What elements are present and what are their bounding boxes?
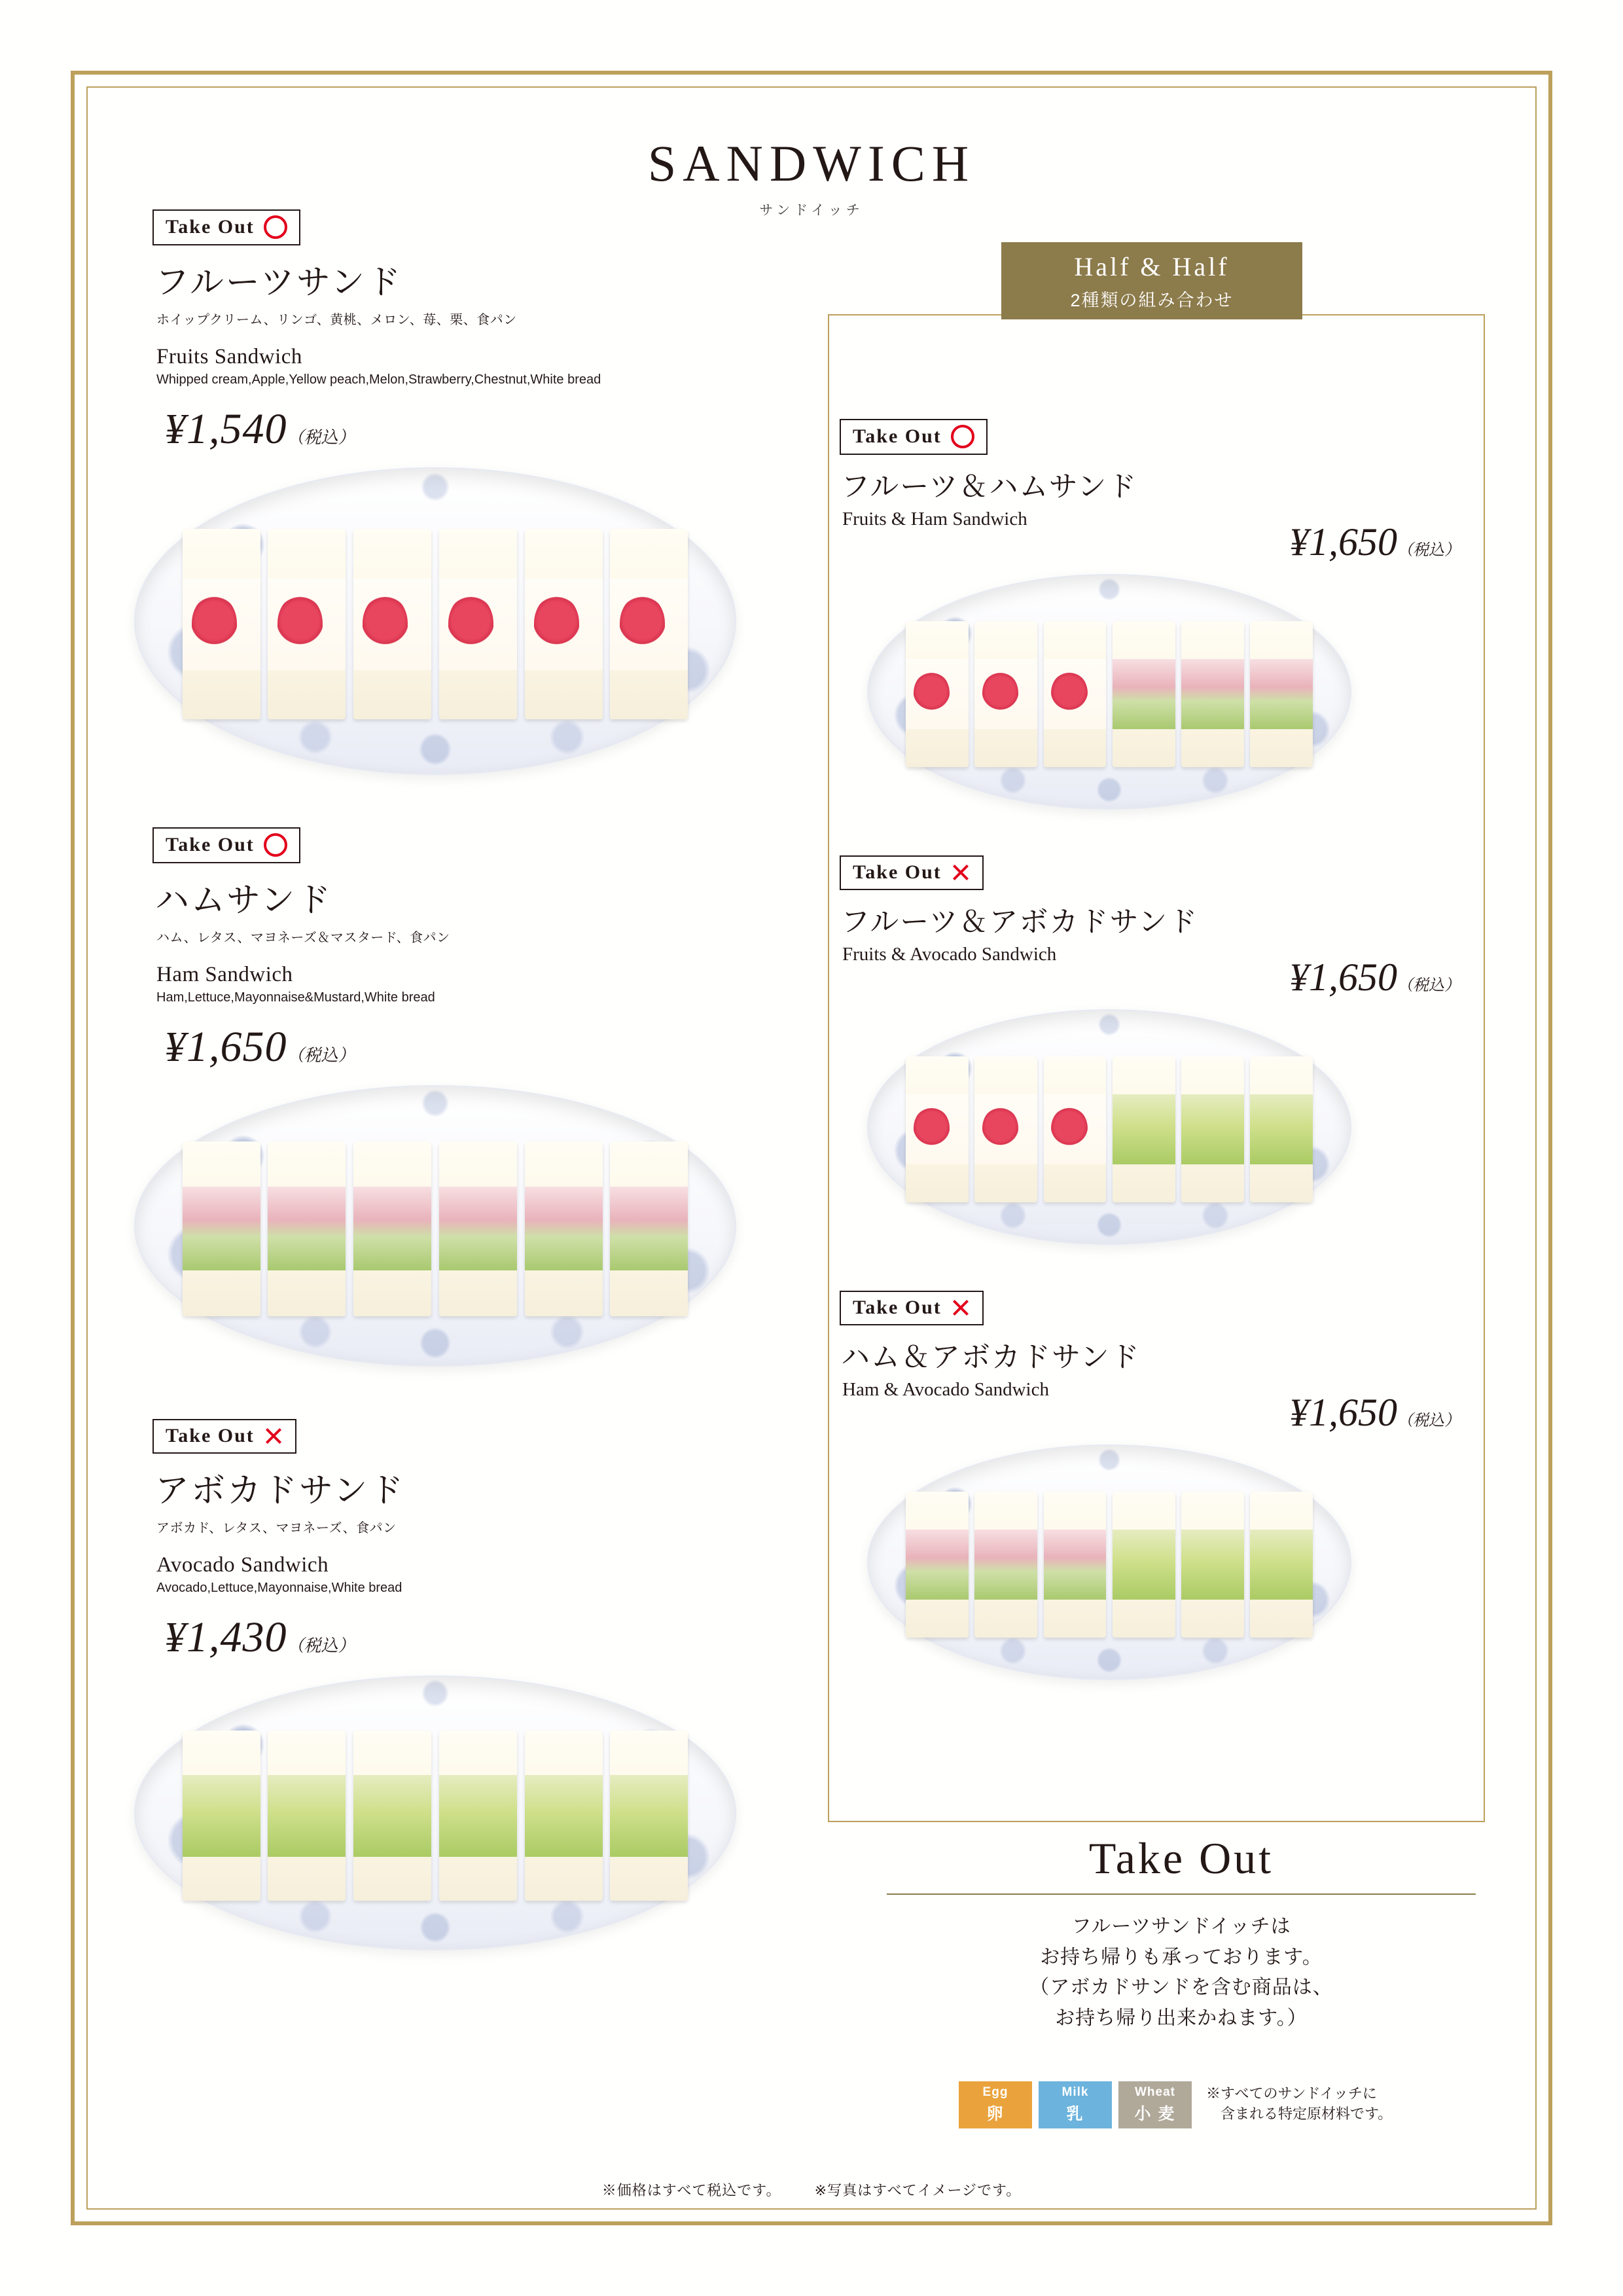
menu-item-ham-sandwich bbox=[141, 827, 818, 1367]
takeout-badge-label: Take Out bbox=[853, 425, 942, 447]
takeout-section-title: Take Out bbox=[1088, 1833, 1274, 1883]
page-title: SANDWICH bbox=[647, 135, 976, 192]
menu-item-fruits-avocado-sandwich bbox=[828, 855, 1482, 1245]
takeout-badge-label: Take Out bbox=[853, 861, 942, 883]
sandwich-slice bbox=[353, 529, 431, 719]
half-and-half-subtitle: 2種類の組み合わせ bbox=[1070, 291, 1234, 310]
item-price-tax: （税込） bbox=[287, 428, 355, 447]
cross-x-icon bbox=[951, 1298, 971, 1318]
item-ingredients-jp: ホイップクリーム、リンゴ、黄桃、メロン、苺、栗、食パン bbox=[156, 313, 517, 327]
takeout-info-section bbox=[887, 1833, 1476, 2034]
avocado-sandwich-photo bbox=[134, 1676, 736, 1950]
allergen-label-en: Egg bbox=[982, 2085, 1008, 2099]
sandwich-slice bbox=[183, 1731, 260, 1901]
sandwich-slice bbox=[268, 529, 346, 719]
allergen-wheat bbox=[1118, 2081, 1192, 2128]
sandwich-stack bbox=[906, 621, 1313, 767]
page-subtitle: サンドイッチ bbox=[759, 203, 864, 218]
sandwich-slice bbox=[1113, 1492, 1175, 1638]
item-name-en: Ham & Avocado Sandwich bbox=[842, 1379, 1049, 1400]
sandwich-slice bbox=[183, 529, 260, 719]
sandwich-slice bbox=[1113, 621, 1175, 767]
item-price-value: ¥1,650 bbox=[1289, 520, 1397, 564]
item-name-jp: フルーツサンド bbox=[155, 264, 403, 302]
allergen-label-jp: 卵 bbox=[986, 2105, 1005, 2123]
allergen-milk bbox=[1039, 2081, 1112, 2128]
item-price-tax: （税込） bbox=[1397, 977, 1460, 994]
sandwich-slice bbox=[268, 1141, 346, 1316]
sandwich-slice bbox=[1113, 1056, 1175, 1202]
footnote-price: ※価格はすべて税込です。 bbox=[601, 2182, 781, 2198]
item-name-en: Fruits Sandwich bbox=[156, 345, 302, 368]
allergen-label-en: Milk bbox=[1061, 2085, 1089, 2099]
takeout-badge bbox=[840, 1291, 984, 1325]
takeout-badge bbox=[152, 209, 300, 245]
sandwich-slice bbox=[610, 1731, 688, 1901]
circle-o-icon bbox=[951, 425, 974, 448]
allergen-note-line-1: ※すべてのサンドイッチに bbox=[1206, 2085, 1377, 2102]
fruits-sandwich-photo bbox=[134, 467, 736, 775]
sandwich-slice bbox=[906, 1056, 969, 1202]
takeout-badge-label: Take Out bbox=[853, 1297, 942, 1318]
menu-item-fruits-sandwich bbox=[141, 209, 818, 775]
item-name-en: Fruits & Avocado Sandwich bbox=[842, 944, 1057, 965]
half-and-half-title: Half & Half bbox=[1074, 252, 1230, 281]
sandwich-slice bbox=[353, 1731, 431, 1901]
item-name-en: Ham Sandwich bbox=[156, 963, 293, 986]
ham-avocado-sandwich-photo bbox=[867, 1444, 1351, 1680]
menu-item-fruits-ham-sandwich bbox=[828, 419, 1482, 810]
takeout-note-line-4: お持ち帰り出来かねます。） bbox=[1055, 2007, 1308, 2029]
sandwich-slice bbox=[183, 1141, 260, 1316]
takeout-note-line-3: （アボカドサンドを含む商品は、 bbox=[1029, 1977, 1333, 1998]
circle-o-icon bbox=[264, 215, 287, 239]
menu-item-avocado-sandwich bbox=[141, 1419, 818, 1950]
item-price-value: ¥1,430 bbox=[164, 1613, 287, 1661]
item-name-jp: アボカドサンド bbox=[155, 1473, 406, 1510]
sandwich-slice bbox=[610, 1141, 688, 1316]
allergen-legend bbox=[959, 2081, 1392, 2128]
item-price-tax: （税込） bbox=[1397, 542, 1460, 559]
sandwich-stack bbox=[906, 1056, 1313, 1202]
sandwich-slice bbox=[974, 1492, 1037, 1638]
sandwich-slice bbox=[439, 529, 517, 719]
sandwich-slice bbox=[525, 1141, 603, 1316]
sandwich-slice bbox=[268, 1731, 346, 1901]
takeout-badge bbox=[840, 419, 988, 455]
takeout-badge-label: Take Out bbox=[166, 1425, 255, 1446]
allergen-label-en: Wheat bbox=[1135, 2085, 1175, 2099]
item-price-value: ¥1,650 bbox=[164, 1023, 287, 1071]
item-price bbox=[164, 404, 818, 454]
takeout-badge bbox=[152, 827, 300, 863]
allergen-note-line-2: 含まれる特定原材料です。 bbox=[1206, 2105, 1393, 2122]
item-ingredients-en: Whipped cream,Apple,Yellow peach,Melon,Strawberry,Chestnut,White bread bbox=[156, 372, 601, 387]
sandwich-slice bbox=[439, 1731, 517, 1901]
footnote-photo: ※写真はすべてイメージです。 bbox=[814, 2182, 1022, 2198]
allergen-label-jp: 乳 bbox=[1066, 2105, 1084, 2123]
sandwich-slice bbox=[1250, 621, 1313, 767]
item-name-jp: フルーツ＆ハムサンド bbox=[841, 471, 1138, 503]
circle-o-icon bbox=[264, 833, 287, 857]
item-price-tax: （税込） bbox=[287, 1636, 355, 1655]
item-price-tax: （税込） bbox=[1397, 1412, 1460, 1429]
sandwich-stack bbox=[183, 1731, 688, 1901]
page-title-block bbox=[0, 134, 1623, 219]
item-ingredients-jp: アボカド、レタス、マヨネーズ、食パン bbox=[156, 1521, 397, 1535]
cross-x-icon bbox=[951, 863, 971, 882]
allergen-egg bbox=[959, 2081, 1032, 2128]
divider bbox=[887, 1893, 1476, 1895]
sandwich-slice bbox=[353, 1141, 431, 1316]
takeout-note-line-2: お持ち帰りも承っております。 bbox=[1040, 1946, 1323, 1968]
item-ingredients-jp: ハム、レタス、マヨネーズ＆マスタード、食パン bbox=[156, 931, 450, 945]
sandwich-slice bbox=[1181, 621, 1244, 767]
fruits-ham-sandwich-photo bbox=[867, 574, 1351, 810]
cross-x-icon bbox=[264, 1426, 283, 1446]
item-name-jp: ハムサンド bbox=[155, 882, 333, 920]
item-name-en: Fruits & Ham Sandwich bbox=[842, 509, 1027, 529]
sandwich-slice bbox=[610, 529, 688, 719]
item-price-value: ¥1,650 bbox=[1289, 1391, 1397, 1434]
sandwich-stack bbox=[183, 1141, 688, 1316]
sandwich-stack bbox=[183, 529, 688, 719]
allergen-note bbox=[1206, 2084, 1392, 2125]
item-price-tax: （税込） bbox=[287, 1046, 355, 1065]
sandwich-slice bbox=[525, 1731, 603, 1901]
takeout-badge bbox=[152, 1419, 296, 1454]
allergen-label-jp: 小 麦 bbox=[1134, 2105, 1176, 2123]
sandwich-slice bbox=[1250, 1492, 1313, 1638]
sandwich-slice bbox=[1044, 1056, 1107, 1202]
item-name-jp: フルーツ＆アボカドサンド bbox=[841, 906, 1199, 938]
sandwich-slice bbox=[1181, 1492, 1244, 1638]
item-name-en: Avocado Sandwich bbox=[156, 1553, 329, 1577]
ham-sandwich-photo bbox=[134, 1085, 736, 1367]
takeout-note-line-1: フルーツサンドイッチは bbox=[1071, 1916, 1291, 1937]
item-ingredients-en: Avocado,Lettuce,Mayonnaise,White bread bbox=[156, 1581, 402, 1595]
left-menu-column bbox=[141, 209, 818, 1950]
takeout-badge-label: Take Out bbox=[166, 834, 255, 855]
sandwich-slice bbox=[974, 1056, 1037, 1202]
sandwich-slice bbox=[1181, 1056, 1244, 1202]
sandwich-slice bbox=[439, 1141, 517, 1316]
sandwich-slice bbox=[1044, 1492, 1107, 1638]
item-price-value: ¥1,540 bbox=[164, 405, 287, 453]
sandwich-slice bbox=[525, 529, 603, 719]
sandwich-stack bbox=[906, 1492, 1313, 1638]
item-price bbox=[164, 1613, 818, 1662]
sandwich-slice bbox=[906, 1492, 969, 1638]
item-price bbox=[164, 1022, 818, 1072]
item-name-jp: ハム＆アボカドサンド bbox=[841, 1341, 1141, 1373]
fruits-avocado-sandwich-photo bbox=[867, 1009, 1351, 1245]
page-footnotes bbox=[0, 2179, 1623, 2200]
sandwich-slice bbox=[1250, 1056, 1313, 1202]
sandwich-slice bbox=[906, 621, 969, 767]
half-and-half-items bbox=[828, 308, 1482, 1680]
sandwich-slice bbox=[1044, 621, 1107, 767]
takeout-badge-label: Take Out bbox=[166, 216, 255, 238]
takeout-badge bbox=[840, 855, 984, 890]
item-ingredients-en: Ham,Lettuce,Mayonnaise&Mustard,White bread bbox=[156, 990, 435, 1005]
item-price-value: ¥1,650 bbox=[1289, 956, 1397, 999]
sandwich-slice bbox=[974, 621, 1037, 767]
menu-item-ham-avocado-sandwich bbox=[828, 1291, 1482, 1680]
